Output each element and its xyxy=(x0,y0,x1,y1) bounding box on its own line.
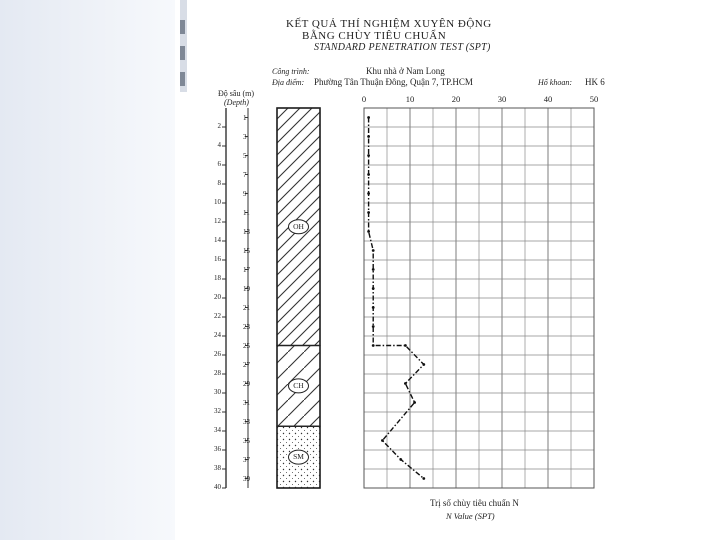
spt-n-data-point xyxy=(422,363,425,366)
depth-tick-label: 20 xyxy=(214,293,221,301)
x-tick-label: 40 xyxy=(543,94,553,104)
spt-n-data-point xyxy=(372,268,375,271)
x-tick-label: 0 xyxy=(361,94,367,104)
spt-n-data-point xyxy=(422,477,425,480)
spt-n-data-point xyxy=(367,154,370,157)
sample-index-label: 27 xyxy=(243,360,250,369)
soil-layer-label: CH xyxy=(293,380,304,390)
depth-tick-label: 18 xyxy=(214,274,221,282)
depth-tick-label: 16 xyxy=(214,255,221,263)
depth-tick-label: 28 xyxy=(214,369,221,377)
sample-index-label: 21 xyxy=(243,303,250,312)
title-english: STANDARD PENETRATION TEST (SPT) xyxy=(314,42,491,53)
spt-n-data-point xyxy=(372,306,375,309)
depth-tick-label: 32 xyxy=(214,407,221,415)
spt-n-data-point xyxy=(372,344,375,347)
sample-index-label: 39 xyxy=(243,474,250,483)
spt-n-data-point xyxy=(367,230,370,233)
spt-n-data-point xyxy=(367,173,370,176)
sample-index-label: 9 xyxy=(243,189,247,198)
sample-index-label: 35 xyxy=(243,436,250,445)
spt-n-data-point xyxy=(367,135,370,138)
sample-index-label: 3 xyxy=(243,132,247,141)
depth-header-line-1: Độ sâu (m) xyxy=(218,89,254,98)
sample-index-label: 1 xyxy=(243,113,247,122)
depth-tick-label: 22 xyxy=(214,312,221,320)
x-axis-caption-vi: Trị số chùy tiêu chuẩn N xyxy=(430,498,519,508)
soil-layer-label: OH xyxy=(293,221,304,231)
x-tick-label: 50 xyxy=(589,94,599,104)
sample-index-label: 11 xyxy=(243,208,250,217)
depth-tick-label: 36 xyxy=(214,445,221,453)
sample-index-label: 25 xyxy=(243,341,250,350)
location-label: Địa điểm: xyxy=(272,78,305,87)
depth-tick-label: 40 xyxy=(214,483,221,491)
sample-index-label: 19 xyxy=(243,284,250,293)
borehole-label: Hố khoan: xyxy=(538,78,572,87)
spt-n-data-point xyxy=(381,439,384,442)
depth-tick-label: 30 xyxy=(214,388,221,396)
depth-tick-label: 12 xyxy=(214,217,221,225)
depth-tick-label: 26 xyxy=(214,350,221,358)
sample-index-label: 29 xyxy=(243,379,250,388)
sample-index-label: 13 xyxy=(243,227,250,236)
sample-index-label: 37 xyxy=(243,455,250,464)
spt-n-data-point xyxy=(404,382,407,385)
title-vietnamese-line-2: BẰNG CHÙY TIÊU CHUẨN xyxy=(302,30,447,42)
sample-index-label: 23 xyxy=(243,322,250,331)
sample-index-label: 31 xyxy=(243,398,250,407)
depth-tick-label: 6 xyxy=(217,160,221,168)
depth-tick-label: 38 xyxy=(214,464,221,472)
location-value: Phường Tân Thuận Đông, Quận 7, TP.HCM xyxy=(314,77,473,87)
depth-tick-label: 24 xyxy=(214,331,221,339)
x-tick-label: 10 xyxy=(405,94,415,104)
soil-layer-label: SM xyxy=(293,452,304,462)
project-label: Công trình: xyxy=(272,67,310,76)
spt-n-data-point xyxy=(372,287,375,290)
title-vietnamese-line-1: KẾT QUẢ THÍ NGHIỆM XUYÊN ĐỘNG xyxy=(286,18,492,30)
x-axis-caption-en: N Value (SPT) xyxy=(446,511,495,521)
spt-n-data-point xyxy=(404,344,407,347)
depth-tick-label: 10 xyxy=(214,198,221,206)
sample-index-label: 5 xyxy=(243,151,247,160)
depth-tick-label: 8 xyxy=(217,179,221,187)
spt-n-data-point xyxy=(413,401,416,404)
spt-n-data-point xyxy=(399,458,402,461)
depth-tick-label: 34 xyxy=(214,426,221,434)
spt-n-data-point xyxy=(367,116,370,119)
x-tick-label: 30 xyxy=(497,94,507,104)
sample-index-label: 33 xyxy=(243,417,250,426)
depth-tick-label: 4 xyxy=(217,141,221,149)
project-name: Khu nhà ở Nam Long xyxy=(366,66,445,76)
spt-n-data-point xyxy=(372,325,375,328)
depth-tick-label: 2 xyxy=(217,122,221,130)
borehole-value: HK 6 xyxy=(585,77,605,87)
sample-index-label: 15 xyxy=(243,246,250,255)
spt-n-data-point xyxy=(367,211,370,214)
x-tick-label: 20 xyxy=(451,94,461,104)
depth-tick-label: 14 xyxy=(214,236,221,244)
spt-n-data-point xyxy=(372,249,375,252)
depth-header-line-2: (Depth) xyxy=(224,98,249,107)
spt-n-data-point xyxy=(367,192,370,195)
sample-index-label: 7 xyxy=(243,170,247,179)
sample-index-label: 17 xyxy=(243,265,250,274)
